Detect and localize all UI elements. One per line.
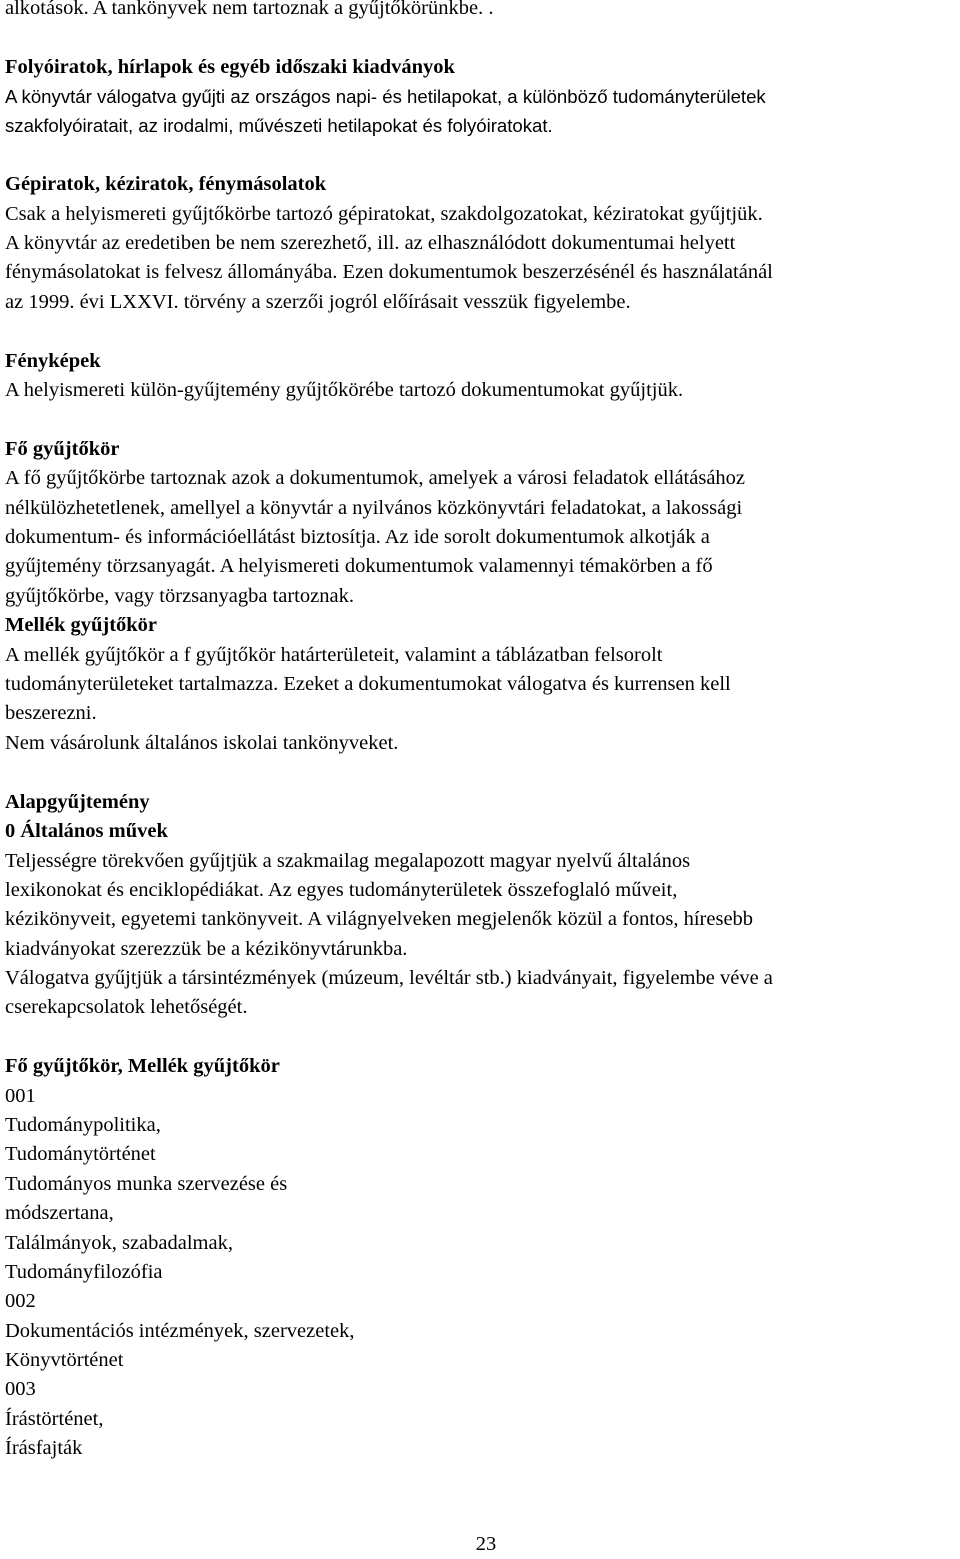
main-scope-line-2: nélkülözhetetlenek, amellyel a könyvtár a nyilvános közkönyvtári feladatokat, a lakossági [5, 497, 743, 519]
main-scope-heading: Fő gyűjtőkör [5, 438, 120, 460]
side-scope-line-1: A mellék gyűjtőkör a f gyűjtőkör határterületeit, valamint a táblázatban felsorolt [5, 644, 663, 666]
photos-line-1: A helyismereti külön-gyűjtemény gyűjtőkörébe tartozó dokumentumokat gyűjtjük. [5, 379, 684, 401]
category-line-11: 003 [5, 1378, 36, 1400]
typescripts-line-2: A könyvtár az eredetiben be nem szerezhető, ill. az elhasználódott dokumentumai helyett [5, 232, 736, 254]
category-line-1: 001 [5, 1085, 36, 1107]
periodicals-heading: Folyóiratok, hírlapok és egyéb időszaki kiadványok [5, 56, 455, 78]
base-collection-line-3: kézikönyveit, egyetemi tankönyveit. A világnyelveken megjelenők közül a fontos, híresebb [5, 908, 754, 930]
category-line-13: Írásfajták [5, 1437, 83, 1459]
typescripts-line-4: az 1999. évi LXXVI. törvény a szerzői jogról előírásait vesszük figyelembe. [5, 291, 631, 313]
base-collection-line-6: cserekapcsolatok lehetőségét. [5, 996, 248, 1018]
category-line-9: Dokumentációs intézmények, szervezetek, [5, 1320, 355, 1342]
top-fragment: alkotások. A tankönyvek nem tartoznak a gyűjtőkörünkbe. . [5, 0, 494, 19]
side-scope-heading: Mellék gyűjtőkör [5, 614, 158, 636]
main-scope-line-3: dokumentum- és információellátást biztosítja. Az ide sorolt dokumentumok alkotják a [5, 526, 710, 548]
typescripts-heading: Gépiratok, kéziratok, fénymásolatok [5, 173, 327, 195]
photos-heading: Fényképek [5, 350, 101, 372]
category-line-7: Tudományfilozófia [5, 1261, 163, 1283]
categories-heading: Fő gyűjtőkör, Mellék gyűjtőkör [5, 1055, 280, 1077]
main-scope-line-4: gyűjtemény törzsanyagát. A helyismereti dokumentumok valamennyi témakörben a fő [5, 555, 713, 577]
base-collection-heading: Alapgyűjtemény [5, 791, 150, 813]
side-scope-line-3: beszerezni. [5, 702, 97, 724]
main-scope-line-5: gyűjtőkörbe, vagy törzsanyagba tartoznak. [5, 585, 354, 607]
periodicals-line-1: A könyvtár válogatva gyűjti az országos napi- és hetilapokat, a különböző tudományterületek [5, 86, 766, 107]
base-collection-line-4: kiadványokat szerezzük be a kézikönyvtárunkba. [5, 938, 408, 960]
category-line-3: Tudománytörténet [5, 1143, 156, 1165]
base-collection-line-1: Teljességre törekvően gyűjtjük a szakmailag megalapozott magyar nyelvű általános [5, 850, 691, 872]
page-number: 23 [475, 1533, 497, 1555]
base-collection-line-5: Válogatva gyűjtjük a társintézmények (múzeum, levéltár stb.) kiadványait, figyelembe véve a [5, 967, 773, 989]
general-works-heading: 0 Általános művek [5, 820, 168, 842]
category-line-5: módszertana, [5, 1202, 114, 1224]
category-line-4: Tudományos munka szervezése és [5, 1173, 288, 1195]
periodicals-line-2: szakfolyóiratait, az irodalmi, művészeti hetilapokat és folyóiratokat. [5, 115, 553, 136]
category-line-6: Találmányok, szabadalmak, [5, 1232, 233, 1254]
typescripts-line-1: Csak a helyismereti gyűjtőkörbe tartozó gépiratokat, szakdolgozatokat, kéziratokat gyűjtjük. [5, 203, 763, 225]
category-line-10: Könyvtörténet [5, 1349, 124, 1371]
category-line-8: 002 [5, 1290, 36, 1312]
category-line-12: Írástörténet, [5, 1408, 104, 1430]
main-scope-line-1: A fő gyűjtőkörbe tartoznak azok a dokumentumok, amelyek a városi feladatok ellátásához [5, 467, 746, 489]
base-collection-line-2: lexikonokat és enciklopédiákat. Az egyes tudományterületek összefoglaló műveit, [5, 879, 678, 901]
typescripts-line-3: fénymásolatokat is felvesz állományába. Ezen dokumentumok beszerzésénél és használatánál [5, 261, 773, 283]
side-scope-line-2: tudományterületeket tartalmazza. Ezeket a dokumentumokat válogatva és kurrensen kell [5, 673, 731, 695]
side-scope-line-4: Nem vásárolunk általános iskolai tankönyveket. [5, 732, 399, 754]
category-line-2: Tudománypolitika, [5, 1114, 161, 1136]
